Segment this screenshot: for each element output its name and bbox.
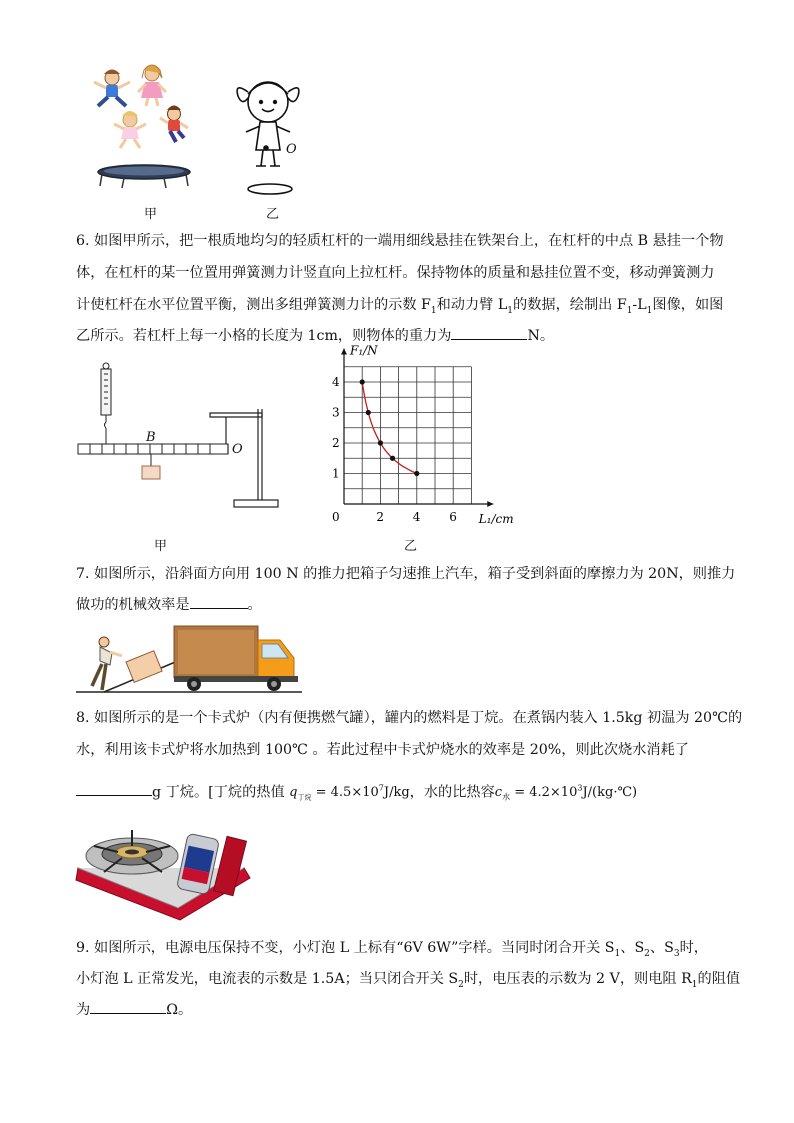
q8-heat-value-formula: $q_{丁烷} = 4.5\times 10^7J/kg$ — [289, 784, 410, 802]
q6-line-1: 6. 如图甲所示，把一根质地均匀的轻质杠杆的一端用细线悬挂在铁架台上，在杠杆的中点 B 悬挂一个物 — [76, 233, 724, 249]
q6-answer-blank[interactable] — [451, 327, 527, 340]
q9-line-2: 小灯泡 L 正常发光，电流表的示数是 1.5A；当只闭合开关 $S_2$时，电压表的示数为 2 V，则电阻 $R_1$的阻值 — [76, 971, 741, 990]
spring-scale-icon — [101, 363, 111, 428]
q6-fig-caption-left: 甲 — [154, 539, 168, 554]
box — [126, 651, 162, 683]
q6-line-3: 计使杠杆在水平位置平衡，测出多组弹簧测力计的示数 $F_1$和动力臂 $L_1$的数据，绘制出 $F_1-L_1$图像，如图 — [76, 297, 724, 316]
y-tick-label: 1 — [332, 466, 340, 481]
figure-trampoline — [80, 62, 310, 222]
q9-line-1: 9. 如图所示，电源电压保持不变，小灯泡 L 上标有“6V 6W”字样。当同时闭合开关 $S_1$、$S_2$、$S_3$时， — [76, 940, 708, 959]
x-axis-label: L₁/cm — [478, 512, 514, 526]
q9-answer-blank[interactable] — [90, 1001, 166, 1014]
q7-answer-blank[interactable] — [190, 596, 248, 609]
fig-top-caption-right: 乙 — [266, 207, 280, 222]
q7-line-1: 7. 如图所示，沿斜面方向用 100 N 的推力把箱子匀速推上汽车，箱子受到斜面的摩擦力为 20N，则推力 — [76, 566, 736, 582]
data-point — [360, 379, 365, 384]
x-axis-arrow — [487, 501, 493, 507]
f1-l1-chart — [330, 343, 520, 532]
q7-line-2: 做功的机械效率是 。 — [76, 597, 262, 613]
y-tick-label: 4 — [332, 375, 340, 389]
x-tick-label: 4 — [412, 510, 421, 524]
q8-line-1: 8. 如图所示的是一个卡式炉（内有便携燃气罐），罐内的燃料是丁烷。在煮锅内装入 1.5kg 初温为 20℃的 — [76, 710, 743, 726]
jumping-kids-illustration — [94, 65, 188, 148]
q6-line-2: 体，在杠杆的某一位置用弹簧测力计竖直向上拉杠杆。保持物体的质量和悬挂位置不变，移动弹簧测力 — [76, 265, 715, 281]
data-point — [366, 410, 371, 415]
truck-ramp-figure — [74, 620, 304, 696]
q8-specific-heat-formula: $c_水$ = $4.2\times 10^3J/(kg\cdot℃)$ — [494, 784, 638, 802]
q8-line-2: 水，利用该卡式炉将水加热到 100℃ 。若此过程中卡式炉烧水的效率是 20%，则此次烧水消耗了 — [76, 742, 689, 758]
lever-bar — [78, 444, 228, 454]
hanging-object — [142, 466, 160, 479]
q8-answer-blank[interactable] — [76, 783, 152, 796]
data-point — [378, 440, 383, 445]
lever-label-o: O — [232, 442, 243, 457]
girl-line-drawing — [237, 82, 299, 194]
q6-fig-caption-right: 乙 — [404, 539, 418, 554]
lever-apparatus-figure — [74, 360, 284, 520]
fig-top-label-o: O — [286, 142, 297, 157]
y-tick-label: 2 — [332, 436, 340, 450]
y-axis-arrow — [341, 348, 347, 354]
data-point — [390, 456, 395, 461]
trampoline-icon — [98, 165, 190, 188]
burner-icon — [86, 830, 178, 874]
y-axis-label: F₁/N — [350, 343, 378, 358]
x-tick-label: 6 — [449, 510, 457, 524]
person-pushing-icon — [92, 637, 122, 690]
cassette-stove-figure — [74, 812, 254, 922]
fig-top-caption-left: 甲 — [144, 207, 158, 222]
lever-label-b: B — [146, 430, 156, 445]
x-tick-label: 2 — [376, 510, 385, 524]
truck-icon — [174, 626, 298, 691]
q8-line-3: g 丁烷。[丁烷的热值 $q_{丁烷} = 4.5\times 10^7J/kg$，水的比热容$c_水$ = $4.2\times 10^3J/(kg\cdot℃)$ — [76, 780, 637, 807]
data-point — [414, 471, 419, 476]
q9-line-3: 为 Ω。 — [76, 1002, 193, 1018]
x-tick-label: 0 — [332, 510, 340, 524]
iron-stand-icon — [210, 409, 278, 507]
q6-line-4: 乙所示。若杠杆上每一小格的长度为 1cm，则物体的重力为 N。 — [76, 328, 555, 344]
y-tick-label: 3 — [332, 405, 340, 420]
